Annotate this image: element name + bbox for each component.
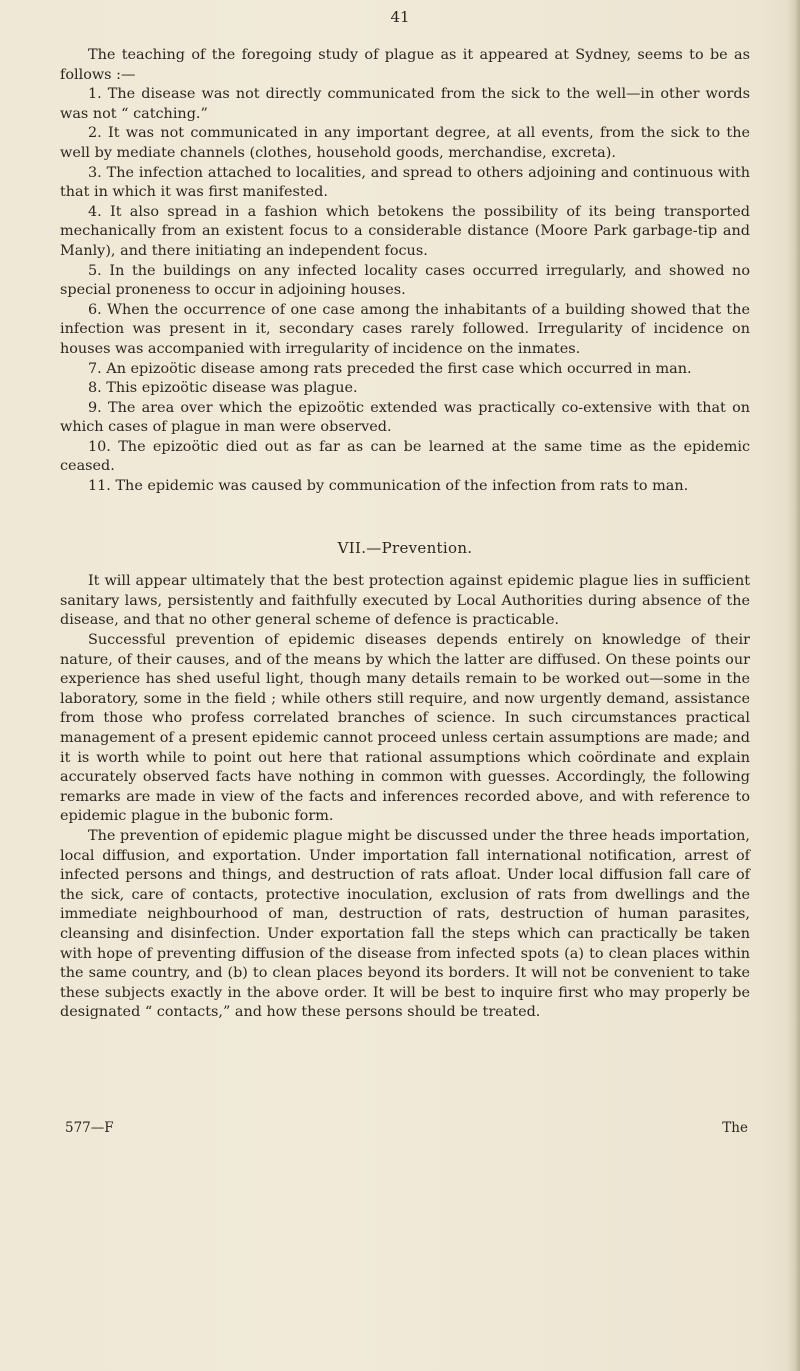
printer-signature: 577—F (65, 1120, 114, 1136)
finding-item: 6. When the occurrence of one case among the inhabitants of a building showed that the infection was present in it, secondary cases rarely followed. Irregularity of incidence on houses was accompanied with irregularity of incidence on the inmates. (60, 301, 750, 357)
finding-item: 7. An epizoötic disease among rats preceded the first case which occurred in man. (88, 360, 692, 377)
page-number: 41 (390, 8, 410, 26)
finding-item: 4. It also spread in a fashion which betokens the possibility of its being transported mechanically from an existent focus to a considerable distance (Moore Park garbage-tip and Manly), and there initiating an independent focus. (60, 203, 750, 259)
finding-item: 11. The epidemic was caused by communication of the infection from rats to man. (88, 478, 689, 495)
finding-item: 3. The infection attached to localities, and spread to others adjoining and continuous with that in which it was first manifested. (60, 164, 750, 201)
body-paragraph: It will appear ultimately that the best protection against epidemic plague lies in sufficient sanitary laws, persistently and faithfully executed by Local Authorities during absence of the disease, and that no other general scheme of defence is practicable. (60, 573, 750, 629)
catchword: The (722, 1120, 748, 1136)
body-paragraph: Successful prevention of epidemic diseases depends entirely on knowledge of their nature, of their causes, and of the means by which the latter are diffused. On these points our experience has shed useful light, though many details remain to be worked out—some in the laboratory, some in the field ; while others still require, and now urgently demand, assistance from those who profess correlated branches of science. In such circumstances practical management of a present epidemic cannot proceed unless certain assumptions are made; and it is worth while to point out here that rational assumptions which coördinate and explain accurately observed facts have nothing in common with guesses. Accordingly, the following remarks are made in view of the facts and inferences recorded above, and with reference to epidemic plague in the bubonic form. (60, 632, 750, 825)
page-edge-shadow (786, 0, 800, 1371)
finding-item: 2. It was not communicated in any important degree, at all events, from the sick to the well by mediate channels (clothes, household goods, merchandise, excreta). (60, 125, 750, 161)
section-heading: VII.—Prevention. (337, 538, 473, 557)
finding-item: 5. In the buildings on any infected locality cases occurred irregularly, and showed no special proneness to occur in adjoining houses. (60, 262, 750, 299)
body-paragraph: The prevention of epidemic plague might be discussed under the three heads importation, local diffusion, and exportation. Under importation fall international notification, arrest of infected persons and things, and destruction of rats afloat. Under local diffusion fall care of the sick, care of contacts, protective inoculation, exclusion of rats from dwellings and the immediate neighbourhood of man, destruction of rats, destruction of human parasites, cleansing and disinfection. Under exportation fall the steps which can practically be taken with hope of preventing diffusion of the disease from infected spots (a) to clean places within the same country, and (b) to clean places beyond its borders. It will not be convenient to take these subjects exactly in the above order. It will be best to inquire first who may properly be designated “ contacts,” and how these persons should be treated. (60, 827, 750, 1021)
finding-item: 10. The epizoötic died out as far as can be learned at the same time as the epidemic ceased. (60, 438, 750, 475)
finding-item: 8. This epizoötic disease was plague. (88, 380, 358, 397)
intro-paragraph: The teaching of the foregoing study of plague as it appeared at Sydney, seems to be as follows :— (60, 47, 750, 83)
findings-list (60, 85, 750, 496)
finding-item: 9. The area over which the epizoötic extended was practically co-extensive with that on which cases of plague in man were observed. (60, 399, 750, 436)
finding-item: 1. The disease was not directly communicated from the sick to the well—in other words was not “ catching.” (60, 86, 750, 122)
page-body (60, 46, 750, 1023)
